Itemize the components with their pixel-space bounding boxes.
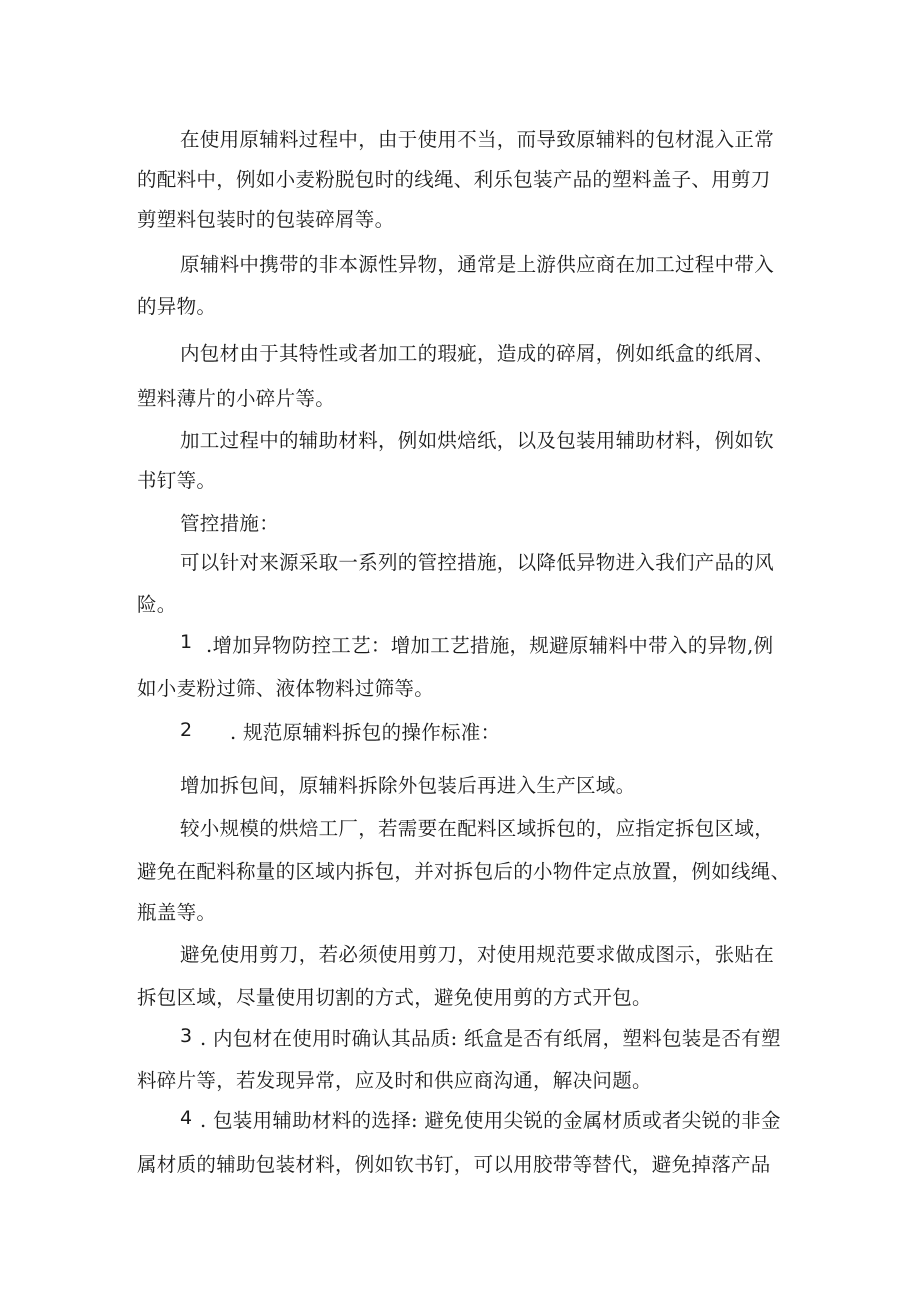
text-line: 书钉等。 xyxy=(137,469,217,492)
text-line: 料碎片等，若发现异常，应及时和供应商沟通，解决问题。 xyxy=(137,1069,652,1092)
text-line: 内包材由于其特性或者加工的瑕疵，造成的碎屑，例如纸盒的纸屑、 xyxy=(180,342,775,365)
text-line: 拆包区域，尽量使用切割的方式，避免使用剪的方式开包。 xyxy=(137,986,652,1009)
text-line: 的配料中，例如小麦粉脱包时的线绳、利乐包装产品的塑料盖子、用剪刀 xyxy=(137,168,771,191)
list-number: 2 xyxy=(180,719,193,741)
text-line: . 规范原辅料拆包的操作标准： xyxy=(230,721,501,744)
text-line: 剪塑料包装时的包装碎屑等。 xyxy=(137,208,395,231)
text-line: 可以针对来源采取一系列的管控措施，以降低异物进入我们产品的风 xyxy=(180,551,775,574)
list-number: 4 xyxy=(180,1107,193,1129)
text-line: 避免在配料称量的区域内拆包，并对拆包后的小物件定点放置，例如线绳、 xyxy=(137,860,791,883)
text-line: . 内包材在使用时确认其品质: 纸盒是否有纸屑，塑料包装是否有塑 xyxy=(200,1027,781,1050)
text-line: 加工过程中的辅助材料，例如烘焙纸，以及包装用辅助材料，例如钦 xyxy=(180,429,775,452)
text-line: 较小规模的烘焙工厂，若需要在配料区域拆包的，应指定拆包区域， xyxy=(180,817,775,840)
text-line: .增加异物防控工艺：增加工艺措施，规避原辅料中带入的异物,例 xyxy=(206,634,774,657)
text-line: 属材质的辅助包装材料，例如钦书钉，可以用胶带等替代，避免掉落产品 xyxy=(137,1153,771,1176)
text-line: 塑料薄片的小碎片等。 xyxy=(137,387,336,410)
text-line: 如小麦粉过筛、液体物料过筛等。 xyxy=(137,677,435,700)
text-line: 原辅料中携带的非本源性异物，通常是上游供应商在加工过程中带入 xyxy=(180,253,775,276)
text-line: 瓶盖等。 xyxy=(137,901,217,924)
text-line: 的异物。 xyxy=(137,295,217,318)
list-number: 1 xyxy=(180,631,193,653)
text-line: 避免使用剪刀，若必须使用剪刀，对使用规范要求做成图示，张贴在 xyxy=(180,943,775,966)
text-line: . 包装用辅助材料的选择: 避免使用尖锐的金属材质或者尖锐的非金 xyxy=(200,1109,781,1132)
text-line: 增加拆包间，原辅料拆除外包装后再进入生产区域。 xyxy=(180,774,636,797)
text-line: 管控措施： xyxy=(180,512,280,535)
text-line: 在使用原辅料过程中，由于使用不当，而导致原辅料的包材混入正常 xyxy=(180,128,775,151)
list-number: 3 xyxy=(180,1025,193,1047)
text-line: 险。 xyxy=(137,593,177,616)
